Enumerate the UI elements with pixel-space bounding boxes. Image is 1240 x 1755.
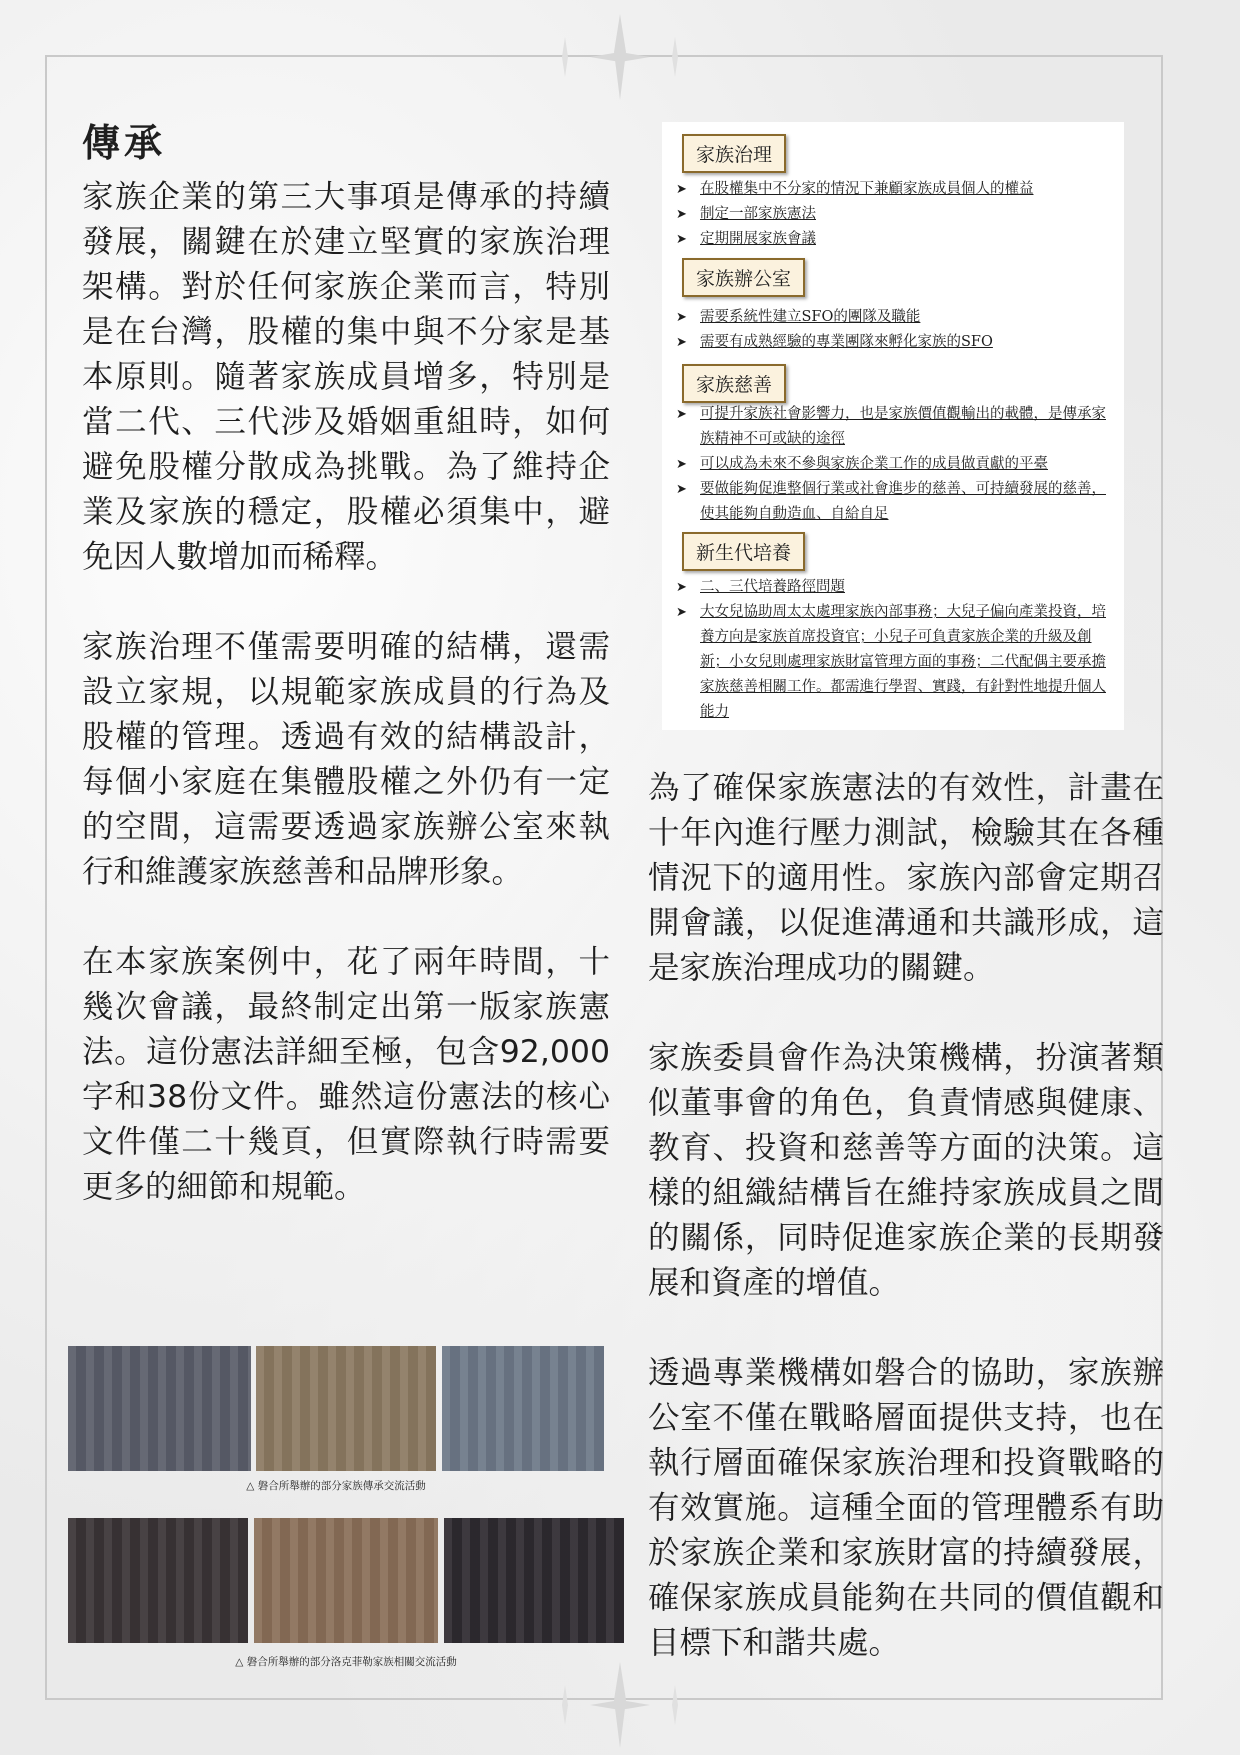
governance-item: ➤ 在股權集中不分家的情況下兼顧家族成員個人的權益 — [672, 177, 1112, 202]
arrow-icon: ➤ — [676, 232, 687, 247]
paragraph: 家族企業的第三大事項是傳承的持續發展，關鍵在於建立堅實的家族治理架構。對於任何家族企業而言，特別是在台灣，股權的集中與不分家是基本原則。隨著家族成員增多，特別是當二代、三代涉及婚姻重組時，如何避免股權分散成為挑戰。為了維持企業及家族的穩定，股權必須集中，避免因人數增加而稀釋。 — [82, 179, 610, 575]
arrow-icon: ➤ — [676, 207, 687, 222]
event-photo — [256, 1346, 436, 1471]
right-column — [648, 766, 1164, 1711]
governance-title-next-generation: 新生代培養 — [682, 532, 805, 571]
governance-title-family-office: 家族辦公室 — [682, 258, 805, 297]
governance-item: ➤ 可以成為未來不參與家族企業工作的成員做貢獻的平臺 — [672, 452, 1112, 477]
governance-item: ➤ 需要有成熟經驗的專業團隊來孵化家族的SFO — [672, 330, 1112, 355]
event-photo — [68, 1518, 248, 1643]
governance-item: ➤ 定期開展家族會議 — [672, 227, 1112, 252]
paragraph: 為了確保家族憲法的有效性，計畫在十年內進行壓力測試，檢驗其在各種情況下的適用性。家族內部會定期召開會議，以促進溝通和共識形成，這是家族治理成功的關鍵。 — [648, 770, 1164, 986]
paragraph: 家族委員會作為決策機構，扮演著類似董事會的角色，負責情感與健康、教育、投資和慈善等方面的決策。這樣的組織結構旨在維持家族成員之間的關係，同時促進家族企業的長期發展和資產的增值。 — [648, 1040, 1164, 1301]
governance-diagram — [662, 122, 1124, 730]
photo-caption: △ 磐合所舉辦的部分家族傳承交流活動 — [246, 1480, 426, 1492]
governance-title-family-philanthropy: 家族慈善 — [682, 364, 786, 403]
paragraph: 在本家族案例中，花了兩年時間，十幾次會議，最終制定出第一版家族憲法。這份憲法詳細至極，包含92,000字和38份文件。雖然這份憲法的核心文件僅二十幾頁，但實際執行時需要更多的細節和規範。 — [82, 944, 610, 1205]
photo-caption: △ 磐合所舉辦的部分洛克菲勒家族相關交流活動 — [235, 1656, 457, 1668]
arrow-icon: ➤ — [676, 580, 687, 595]
event-photo — [68, 1346, 251, 1471]
section-heading: 傳承 — [82, 120, 167, 165]
event-photo — [442, 1346, 604, 1471]
arrow-icon: ➤ — [676, 407, 687, 422]
paragraph: 家族治理不僅需要明確的結構，還需設立家規，以規範家族成員的行為及股權的管理。透過有效的結構設計，每個小家庭在集體股權之外仍有一定的空間，這需要透過家族辦公室來執行和維護家族慈善和品牌形象。 — [82, 629, 610, 890]
arrow-icon: ➤ — [676, 310, 687, 325]
governance-item: ➤ 可提升家族社會影響力，也是家族價值觀輸出的載體，是傳承家族精神不可或缺的途徑 — [672, 402, 1112, 452]
governance-item: ➤ 制定一部家族憲法 — [672, 202, 1112, 227]
governance-item: ➤ 要做能夠促進整個行業或社會進步的慈善、可持續發展的慈善，使其能夠自動造血、自給自足 — [672, 477, 1112, 527]
sparkle-top-icon — [520, 12, 720, 102]
arrow-icon: ➤ — [676, 605, 687, 620]
arrow-icon: ➤ — [676, 482, 687, 497]
event-photo — [254, 1518, 438, 1643]
paragraph: 透過專業機構如磐合的協助，家族辦公室不僅在戰略層面提供支持，也在執行層面確保家族治理和投資戰略的有效實施。這種全面的管理體系有助於家族企業和家族財富的持續發展，確保家族成員能夠在共同的價值觀和目標下和諧共處。 — [648, 1355, 1164, 1661]
governance-item: ➤ 需要系統性建立SFO的團隊及職能 — [672, 305, 1112, 330]
governance-title-family-governance: 家族治理 — [682, 134, 786, 173]
governance-item: ➤ 二、三代培養路徑問題 — [672, 575, 1112, 600]
arrow-icon: ➤ — [676, 335, 687, 350]
governance-item: ➤ 大女兒協助周太太處理家族內部事務；大兒子偏向產業投資，培養方向是家族首席投資官；小兒子可負責家族企業的升級及創新；小女兒則處理家族財富管理方面的事務；二代配偶主要承擔家族慈善相關工作。都需進行學習、實踐，有針對性地提升個人能力 — [672, 600, 1112, 725]
arrow-icon: ➤ — [676, 182, 687, 197]
event-photo — [444, 1518, 624, 1643]
left-column — [82, 175, 610, 1255]
arrow-icon: ➤ — [676, 457, 687, 472]
